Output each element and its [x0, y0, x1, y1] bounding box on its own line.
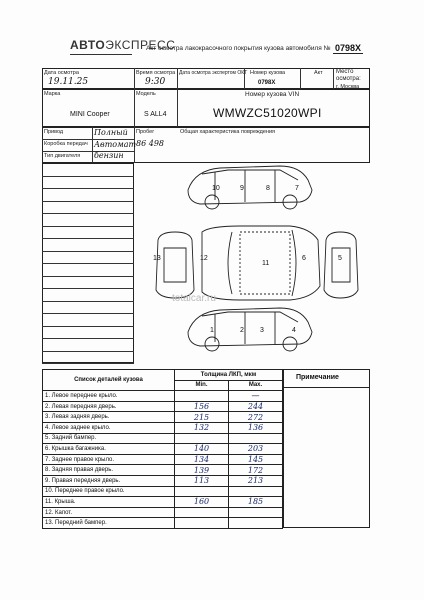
- place-value: г. Москва: [336, 84, 360, 89]
- part-number-8: 8: [266, 185, 270, 192]
- thickness-max: [229, 486, 283, 497]
- part-name: 2. Левая передняя дверь.: [43, 401, 175, 412]
- part-name: 12. Капот.: [43, 507, 175, 518]
- drive-value: Полный: [94, 128, 128, 137]
- car-body-diagram: [140, 160, 370, 365]
- thickness-max: [229, 433, 283, 444]
- table-row: [43, 507, 283, 518]
- col-note-header: Примечание: [296, 374, 339, 381]
- mileage-value: 86 498: [136, 139, 164, 148]
- part-name: 8. Задняя правая дверь.: [43, 465, 175, 476]
- act-title: Акт осмотра лакокрасочного покрытия кузова автомобиля №: [146, 45, 331, 52]
- thickness-max: [229, 507, 283, 518]
- gearbox-value: Автомат: [94, 140, 137, 149]
- notes-column: [283, 369, 370, 528]
- description-row-line: [42, 288, 134, 289]
- thickness-max: [229, 518, 283, 529]
- time-label: Время осмотра: [136, 70, 176, 76]
- brand-label: Марка: [44, 91, 61, 97]
- description-row-line: [42, 226, 134, 227]
- car-rear-outline: [324, 232, 358, 298]
- part-number-3: 3: [260, 327, 264, 334]
- act-label: Акт: [314, 70, 323, 76]
- description-row-line: [42, 251, 134, 252]
- expert-date-label: Дата осмотра экспертом ОКТ: [179, 70, 248, 76]
- thickness-min: 139: [175, 465, 229, 476]
- description-row-line: [42, 363, 134, 364]
- part-number-13: 13: [153, 255, 161, 262]
- time-value: 9:30: [145, 77, 166, 87]
- part-number-5: 5: [338, 255, 342, 262]
- part-number-9: 9: [240, 185, 244, 192]
- body-number-value: 0798Х: [258, 80, 276, 86]
- table-row: [43, 518, 283, 529]
- thickness-min: [175, 391, 229, 402]
- description-row-line: [42, 313, 134, 314]
- table-row: [43, 401, 283, 412]
- act-number: 0798Х: [335, 43, 362, 53]
- thickness-min: [175, 486, 229, 497]
- part-name: 9. Правая передняя дверь.: [43, 475, 175, 486]
- car-right-side-outline: [188, 166, 312, 204]
- part-number-10: 10: [212, 185, 220, 192]
- engine-label: Тип двигателя: [44, 153, 81, 159]
- thickness-max: 203: [229, 444, 283, 455]
- thickness-min: 113: [175, 475, 229, 486]
- engine-value: бензин: [94, 151, 124, 160]
- thickness-max: 244: [229, 401, 283, 412]
- company-logo: АВТОЭКСПРЕСС: [70, 38, 176, 52]
- date-value: 19.11.25: [48, 77, 89, 87]
- mileage-label: Пробег: [136, 129, 155, 135]
- col-min-header: Min.: [175, 380, 229, 391]
- thickness-min: 160: [175, 497, 229, 508]
- part-number-6: 6: [302, 255, 306, 262]
- thickness-min: 132: [175, 422, 229, 433]
- thickness-max: 136: [229, 422, 283, 433]
- thickness-max: 213: [229, 475, 283, 486]
- part-name: 6. Крышка багажника.: [43, 444, 175, 455]
- description-row-line: [42, 201, 134, 202]
- description-row-line: [42, 238, 134, 239]
- description-row-line: [42, 188, 134, 189]
- part-number-4: 4: [292, 327, 296, 334]
- description-row-line: [42, 276, 134, 277]
- col-max-header: Max.: [229, 380, 283, 391]
- thickness-min: [175, 433, 229, 444]
- general-characteristic-label: Общая характеристика повреждения: [180, 129, 276, 135]
- thickness-max: 272: [229, 412, 283, 423]
- body-number-label: Номер кузова: [250, 70, 286, 76]
- col-list-header: Список деталей кузова: [43, 370, 175, 391]
- col-thickness-header: Толщина ЛКП, мкм: [175, 370, 283, 381]
- part-name: 5. Задний бампер.: [43, 433, 175, 444]
- part-name: 13. Передний бампер.: [43, 518, 175, 529]
- place-label: Место осмотра:: [336, 69, 361, 82]
- car-top-outline: [202, 226, 320, 300]
- thickness-max: —: [229, 391, 283, 402]
- table-row: [43, 497, 283, 508]
- description-row-line: [42, 213, 134, 214]
- thickness-min: 156: [175, 401, 229, 412]
- part-name: 1. Левое переднее крыло.: [43, 391, 175, 402]
- thickness-min: [175, 518, 229, 529]
- part-number-2: 2: [240, 327, 244, 334]
- parts-table: [42, 369, 283, 529]
- table-row: [43, 391, 283, 402]
- part-name: 4. Левое заднее крыло.: [43, 422, 175, 433]
- vin-value: WMWZC51020WPI: [213, 106, 322, 120]
- part-number-7: 7: [295, 185, 299, 192]
- part-name: 3. Левая задняя дверь.: [43, 412, 175, 423]
- vin-label: Номер кузова VIN: [245, 91, 300, 98]
- gearbox-label: Коробка передач: [44, 141, 88, 147]
- thickness-min: [175, 507, 229, 518]
- description-row-line: [42, 338, 134, 339]
- model-value: S ALL4: [144, 111, 167, 118]
- part-name: 11. Крыша.: [43, 497, 175, 508]
- car-front-outline: [156, 232, 194, 298]
- table-row: [43, 433, 283, 444]
- description-row-line: [42, 176, 134, 177]
- part-name: 7. Заднее правое крыло.: [43, 454, 175, 465]
- logo-underline: [70, 54, 132, 55]
- part-number-1: 1: [210, 327, 214, 334]
- description-row-line: [42, 263, 134, 264]
- thickness-min: 134: [175, 454, 229, 465]
- thickness-max: 145: [229, 454, 283, 465]
- table-row: [43, 422, 283, 433]
- description-row-line: [42, 326, 134, 327]
- date-label: Дата осмотра: [44, 70, 79, 76]
- table-row: [43, 475, 283, 486]
- part-number-12: 12: [200, 255, 208, 262]
- part-number-11: 11: [262, 260, 270, 267]
- brand-value: MINI Cooper: [70, 111, 110, 118]
- table-row: [43, 454, 283, 465]
- description-row-line: [42, 301, 134, 302]
- part-name: 10. Переднее правое крыло.: [43, 486, 175, 497]
- table-row: [43, 444, 283, 455]
- drive-label: Привод: [44, 129, 64, 135]
- thickness-max: 185: [229, 497, 283, 508]
- model-label: Модель: [136, 91, 156, 97]
- table-row: [43, 465, 283, 476]
- table-row: [43, 486, 283, 497]
- thickness-min: 215: [175, 412, 229, 423]
- thickness-max: 172: [229, 465, 283, 476]
- description-row-line: [42, 351, 134, 352]
- table-row: [43, 412, 283, 423]
- watermark: totalcar.ru: [172, 293, 216, 304]
- thickness-min: 140: [175, 444, 229, 455]
